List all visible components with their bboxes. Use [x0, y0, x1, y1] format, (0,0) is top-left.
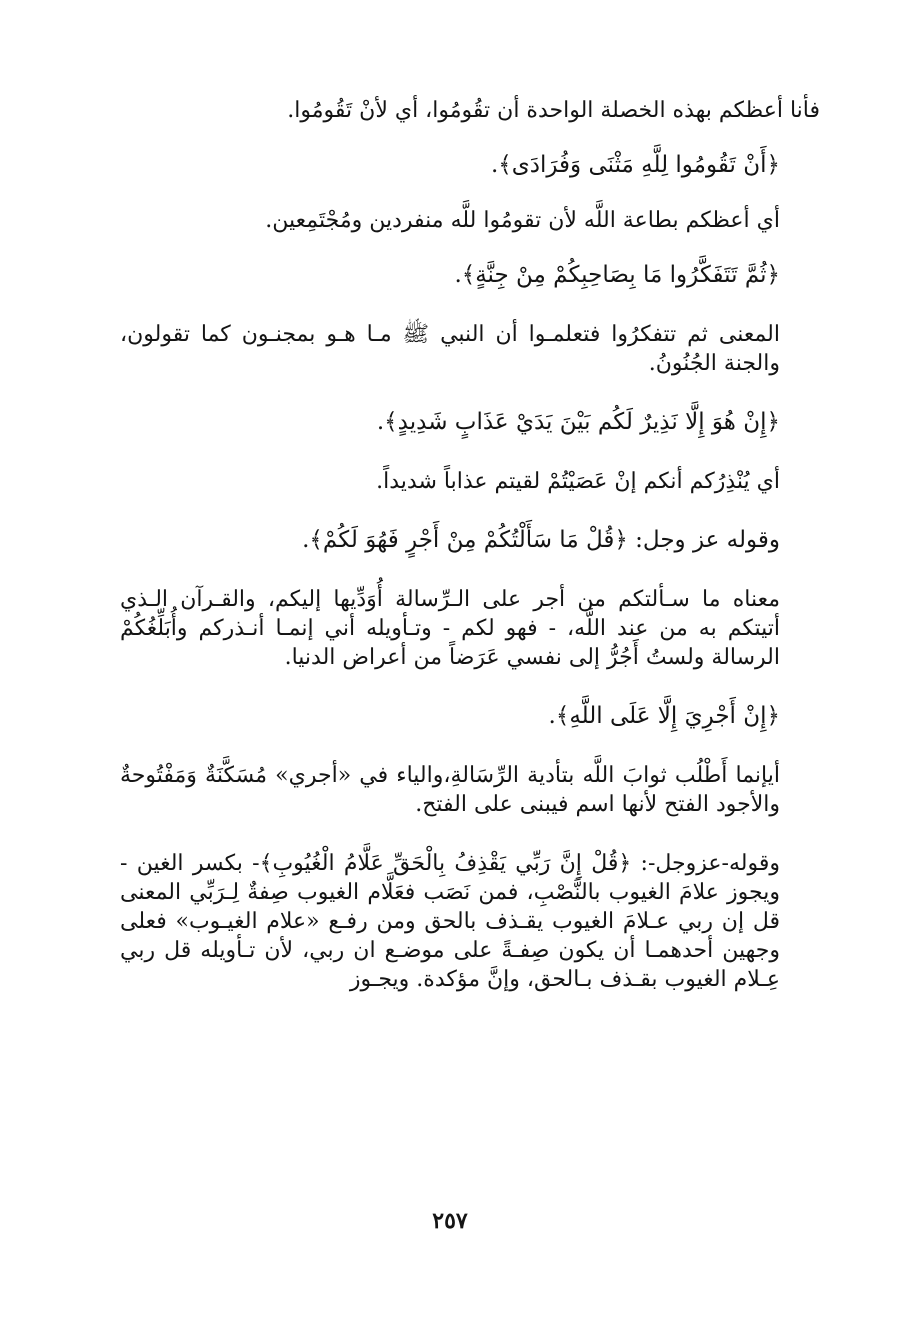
body-text [120, 96, 820, 994]
paragraph: معناه ما سـألتكم من أجر على الـرِّسالة أُوَدِّيها إليكم، والقـرآن الـذي أتيتكم به من عند اللَّه، - فهو لكم - وتـأويله أني إنمـا أنـذركم وأُبَلِّغُكُمْ الرسالة ولستُ أَجُرُّ إلى نفسي عَرَضاً من أعراض الدنيا. [120, 587, 780, 670]
quran-verse-with-intro: وقوله عز وجل: ﴿قُلْ مَا سَأَلْتُكُمْ مِنْ أَجْرٍ فَهُوَ لَكُمْ﴾. [302, 527, 780, 553]
quran-verse: ﴿إِنْ أَجْرِيَ إِلَّا عَلَى اللَّهِ﴾. [548, 703, 780, 729]
paragraph-line: فأنا أعظكم بهذه الخصلة الواحدة أن تقُومُوا، أي لأنْ تَقُومُوا. [287, 98, 820, 123]
quran-verse: ﴿أَنْ تَقُومُوا لِلَّهِ مَثْنَى وَفُرَادَى﴾. [490, 152, 780, 178]
paragraph-line: أي يُنْذِرُكم أنكم إنْ عَصَيْتُمْ لقيتم عذاباً شديداً. [376, 469, 780, 494]
paragraph: أيإنما أَطْلُب ثوابَ اللَّه بتأدية الرِّسَالةِ،والياء في «أجري» مُسَكَّنَةٌ وَمَفْتُوحةٌ والأجود الفتح لأنها اسم فيبنى على الفتح. [120, 763, 780, 817]
quran-verse: ﴿إِنْ هُوَ إِلَّا نَذِيرٌ لَكُم بَيْنَ يَدَيْ عَذَابٍ شَدِيدٍ﴾. [376, 409, 780, 435]
paragraph: وقوله-عزوجل-: ﴿قُلْ إِنَّ رَبِّي يَقْذِفُ بِالْحَقِّ عَلَّامُ الْغُيُوبِ﴾- بكسر الغين - ويجوز علامَ الغيوب بالنَّصْبِ، فمن نَصَب فعَلَّام الغيوب صِفةٌ لِـرَبِّي المعنى قل إن ربي عـلامَ الغيوب يقـذف بالحق ومن رفـع «علام الغيـوب» فعلى وجهين أحدهمـا أن يكون صِفـةً على موضـع ان ربي، لأن تـأويله قل ربي عِـلام الغيوب بقـذف بـالحق، وإنَّ مؤكدة. ويجـوز [120, 851, 780, 992]
quran-verse: ﴿ثُمَّ تَتَفَكَّرُوا مَا بِصَاحِبِكُمْ مِنْ جِنَّةٍ﴾. [454, 262, 780, 288]
paragraph-line: أي أعظكم بطاعة اللَّه لأن تقومُوا للَّه منفردين ومُجْتَمِعين. [265, 208, 780, 233]
paragraph: المعنى ثم تتفكرُوا فتعلمـوا أن النبي ﷺ مـا هـو بمجنـون كما تقولون، والجنة الجُنُونُ. [120, 322, 780, 376]
page-number: ٢٥٧ [432, 1208, 468, 1234]
